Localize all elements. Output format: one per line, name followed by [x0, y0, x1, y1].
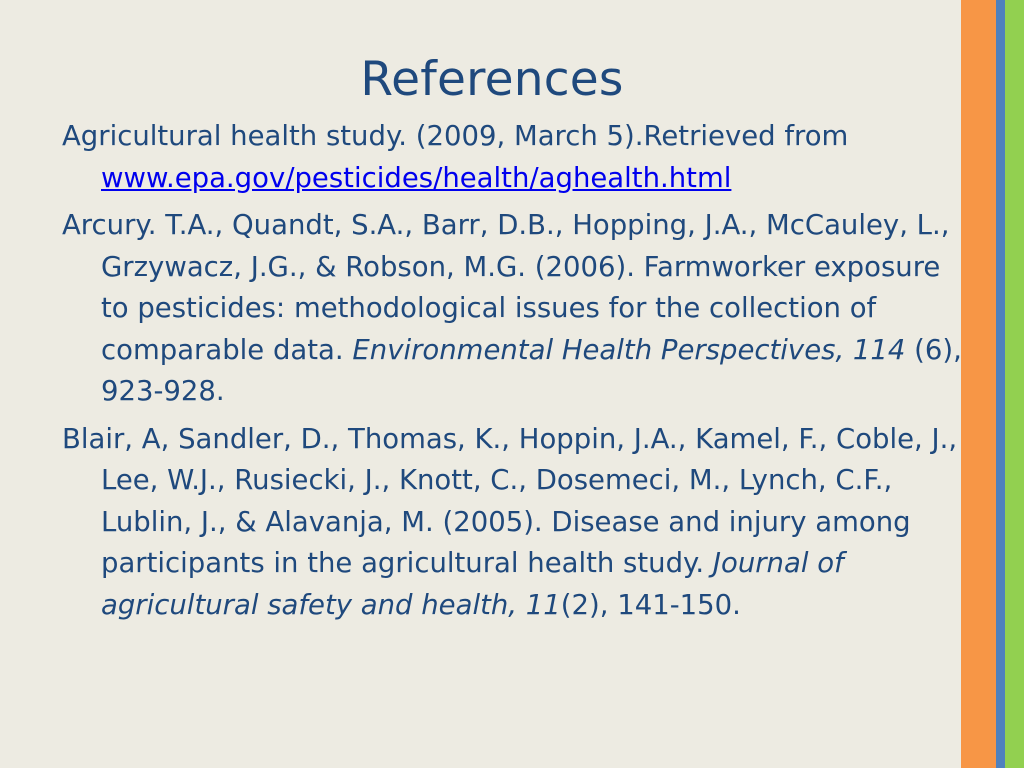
reference-text: Agricultural health study. (2009, March 5).Retrieved from — [62, 120, 849, 152]
accent-stripe-orange — [961, 0, 996, 768]
accent-stripe-green — [1005, 0, 1024, 768]
reference-text: Blair, A, Sandler, D., Thomas, K., Hoppin, J.A., Kamel, F., Coble, J., Lee, W.J., Rusiecki, J., Knott, C., Dosemeci, M., Lynch, C.F., Lublin, J., & Alavanja, M. (2005). Disease and injury among participants in the agricultural health study. — [62, 422, 958, 579]
reference-text: Arcury. T.A., Quandt, S.A., Barr, D.B., Hopping, J.A., McCauley, L., Grzywacz, J.G., & Robson, M.G. (2006). Farmworker exposure to pesticides: methodological issues for the collection of comparable data. — [62, 209, 950, 366]
reference-item — [62, 419, 962, 627]
reference-list — [62, 116, 962, 632]
reference-tail: (2), 141-150. — [560, 588, 741, 621]
slide-title: References — [360, 52, 624, 107]
reference-tail: (6), 923-928. — [101, 333, 962, 407]
reference-journal: Journal of agricultural safety and health, 11 — [101, 547, 844, 621]
reference-journal: Environmental Health Perspectives, 114 — [352, 333, 906, 366]
reference-item — [62, 116, 962, 199]
accent-stripe-blue — [996, 0, 1005, 768]
reference-item — [62, 205, 962, 413]
reference-link[interactable]: www.epa.gov/pesticides/health/aghealth.html — [101, 161, 732, 194]
